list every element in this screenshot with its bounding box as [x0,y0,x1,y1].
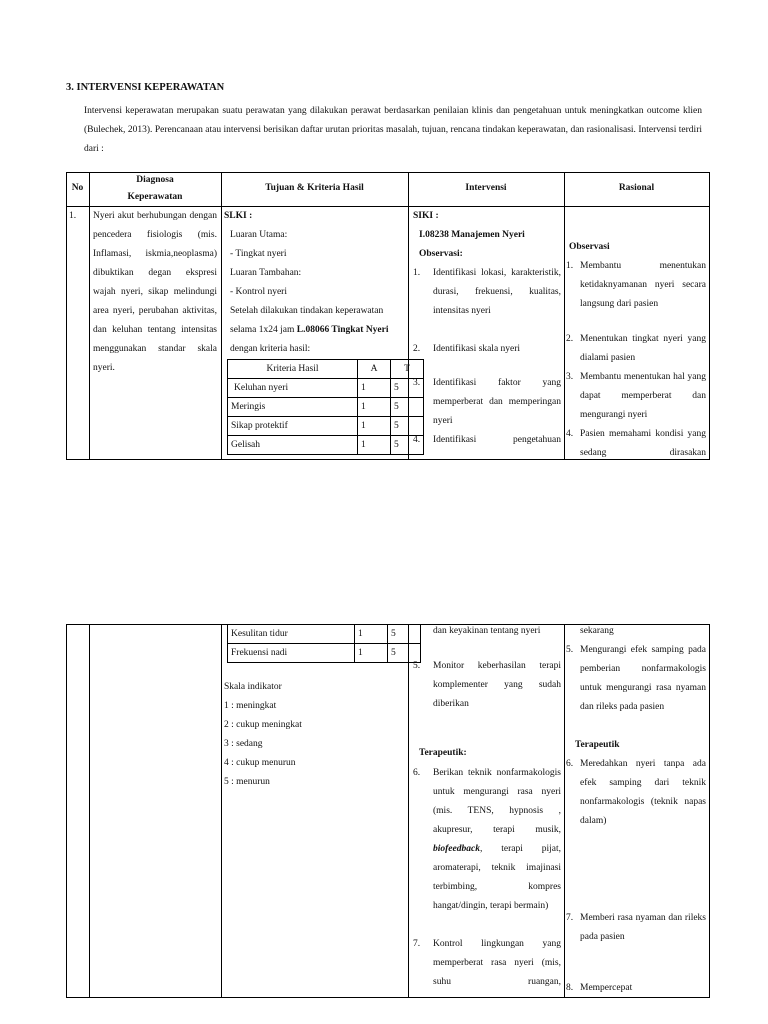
tujuan-column [224,207,406,359]
kh-header-t: T [391,360,424,379]
header-tujuan: Tujuan & Kriteria Hasil [265,183,364,193]
list-item: 6. Meredahkan nyeri tanpa ada efek samping dari teknik nonfarmakologis (teknik napas dalam) [566,759,706,826]
list-item: 7. Kontrol lingkungan yang memperberat rasa nyeri (mis, suhu ruangan, [413,939,561,987]
header-diagnosa: Diagnosa Keperawatan [127,175,183,202]
list-item: 3. Membantu menentukan hal yang dapat memperberat dan mengurangi nyeri [566,372,706,420]
kh-kriteria: Meringis [228,398,358,417]
diagnosa-text: Nyeri akut berhubungan dengan pencedera fisiologis (mis. Inflamasi, iskmia,neoplasma) dibuktikan degan ekspresi wajah nyeri, sikap melindungi area nyeri, perubahan aktivitas, dan keluhan tentang intensitas menggunakan standar skala nyeri. [93,211,217,373]
intervensi-cont: dan keyakinan tentang nyeri [433,626,541,636]
list-item: 5. Mengurangi efek samping pada pemberian nonfarmakologis untuk mengurangi rasa nyaman dan rileks pada pasien [566,645,706,712]
skala-indikator [224,678,404,792]
table-row [228,436,424,455]
kh-t: 5 [391,398,424,417]
rasional-observasi-label: Observasi [569,242,610,252]
table-row [228,417,424,436]
kh-a: 1 [355,644,388,663]
kh-kriteria: Sikap protektif [228,417,358,436]
kh-t: 5 [391,417,424,436]
kh-header-row [228,360,424,379]
kh-t: 5 [388,644,421,663]
rasional-cont: sekarang [580,626,614,636]
siki-code: I.08238 Manajemen Nyeri [419,230,525,240]
setelah-text: Setelah dilakukan tindakan keperawatan selama 1x24 jam L.08066 Tingkat Nyeri dengan kriteria hasil: [230,306,389,354]
section-heading: 3. INTERVENSI KEPERAWATAN [66,82,225,93]
intro-paragraph: Intervensi keperawatan merupakan suatu perawatan yang dilakukan perawat berdasarkan penilaian klinis dan pengetahuan untuk meningkatkan outcome klien (Bulechek, 2013). Perencanaan atau intervensi berisikan daftar urutan prioritas masalah, tujuan, rencana tindakan keperawatan, dan rasionalisasi. Intervensi terdiri dari : [84,106,702,154]
skala-item: 4 : cukup menurun [224,758,296,768]
table-row [228,379,424,398]
kh-t: 5 [391,379,424,398]
list-item: 7. Memberi rasa nyaman dan rileks pada pasien [566,913,706,942]
kh-header-kriteria: Kriteria Hasil [228,360,358,379]
kh-t: 5 [388,625,421,644]
skala-item: 2 : cukup meningkat [224,720,302,730]
list-item: 3. Identifikasi faktor yang memperberat dan memperingan nyeri [413,378,561,426]
kriteria-hasil-table-cont [227,624,421,663]
intervensi-terapeutik-label: Terapeutik: [419,748,467,758]
header-intervensi: Intervensi [465,183,507,193]
luaran-tambahan-item: - Kontrol nyeri [230,287,287,297]
list-item: 2. Menentukan tingkat nyeri yang dialami pasien [566,334,706,363]
intervensi-observasi-label: Observasi: [419,249,463,259]
luaran-tambahan-label: Luaran Tambahan: [230,268,302,278]
kh-kriteria: Kesulitan tidur [228,625,355,644]
header-no: No [71,183,84,193]
list-item: 2. Identifikasi skala nyeri [413,344,521,354]
list-item: 4. Identifikasi pengetahuan [413,435,561,445]
skala-item: 3 : sedang [224,739,263,749]
header-rasional: Rasional [618,183,655,193]
luaran-utama-label: Luaran Utama: [230,230,288,240]
kriteria-hasil-table [227,359,424,455]
list-item: 1. Membantu menentukan ketidaknyamanan nyeri secara langsung dari pasien [566,261,706,309]
kh-header-a: A [358,360,391,379]
table-row [228,398,424,417]
rasional-terapeutik-label: Terapeutik [575,740,620,750]
kh-a: 1 [358,417,391,436]
list-item: 6. Berikan teknik nonfarmakologis untuk mengurangi rasa nyeri (mis. TENS, hypnosis , akupresur, terapi musik, biofeedback, terapi pijat, aromaterapi, teknik imajinasi terbimbing, kompres hangat/dingin, terapi bermain) [413,768,561,911]
luaran-utama-item: - Tingkat nyeri [230,249,287,259]
skala-label: Skala indikator [224,682,282,692]
kh-kriteria: Frekuensi nadi [228,644,355,663]
row-number: 1. [69,211,77,221]
list-item: 4. Pasien memahami kondisi yang sedang dirasakan [566,429,706,458]
kh-a: 1 [358,379,391,398]
list-item: 5. Monitor keberhasilan terapi komplementer yang sudah diberikan [413,661,561,709]
kh-kriteria: Keluhan nyeri [228,379,358,398]
skala-item: 1 : meningkat [224,701,277,711]
kh-a: 1 [358,436,391,455]
kh-a: 1 [358,398,391,417]
kh-kriteria: Gelisah [228,436,358,455]
table-row [228,644,421,663]
kh-a: 1 [355,625,388,644]
siki-label: SIKI : [413,211,439,221]
kh-t: 5 [391,436,424,455]
list-item: 8. Mempercepat [566,983,633,993]
table-row [228,625,421,644]
slki-label: SLKI : [224,211,253,221]
list-item: 1. Identifikasi lokasi, karakteristik, durasi, frekuensi, kualitas, intensitas nyeri [413,268,561,316]
skala-item: 5 : menurun [224,777,270,787]
